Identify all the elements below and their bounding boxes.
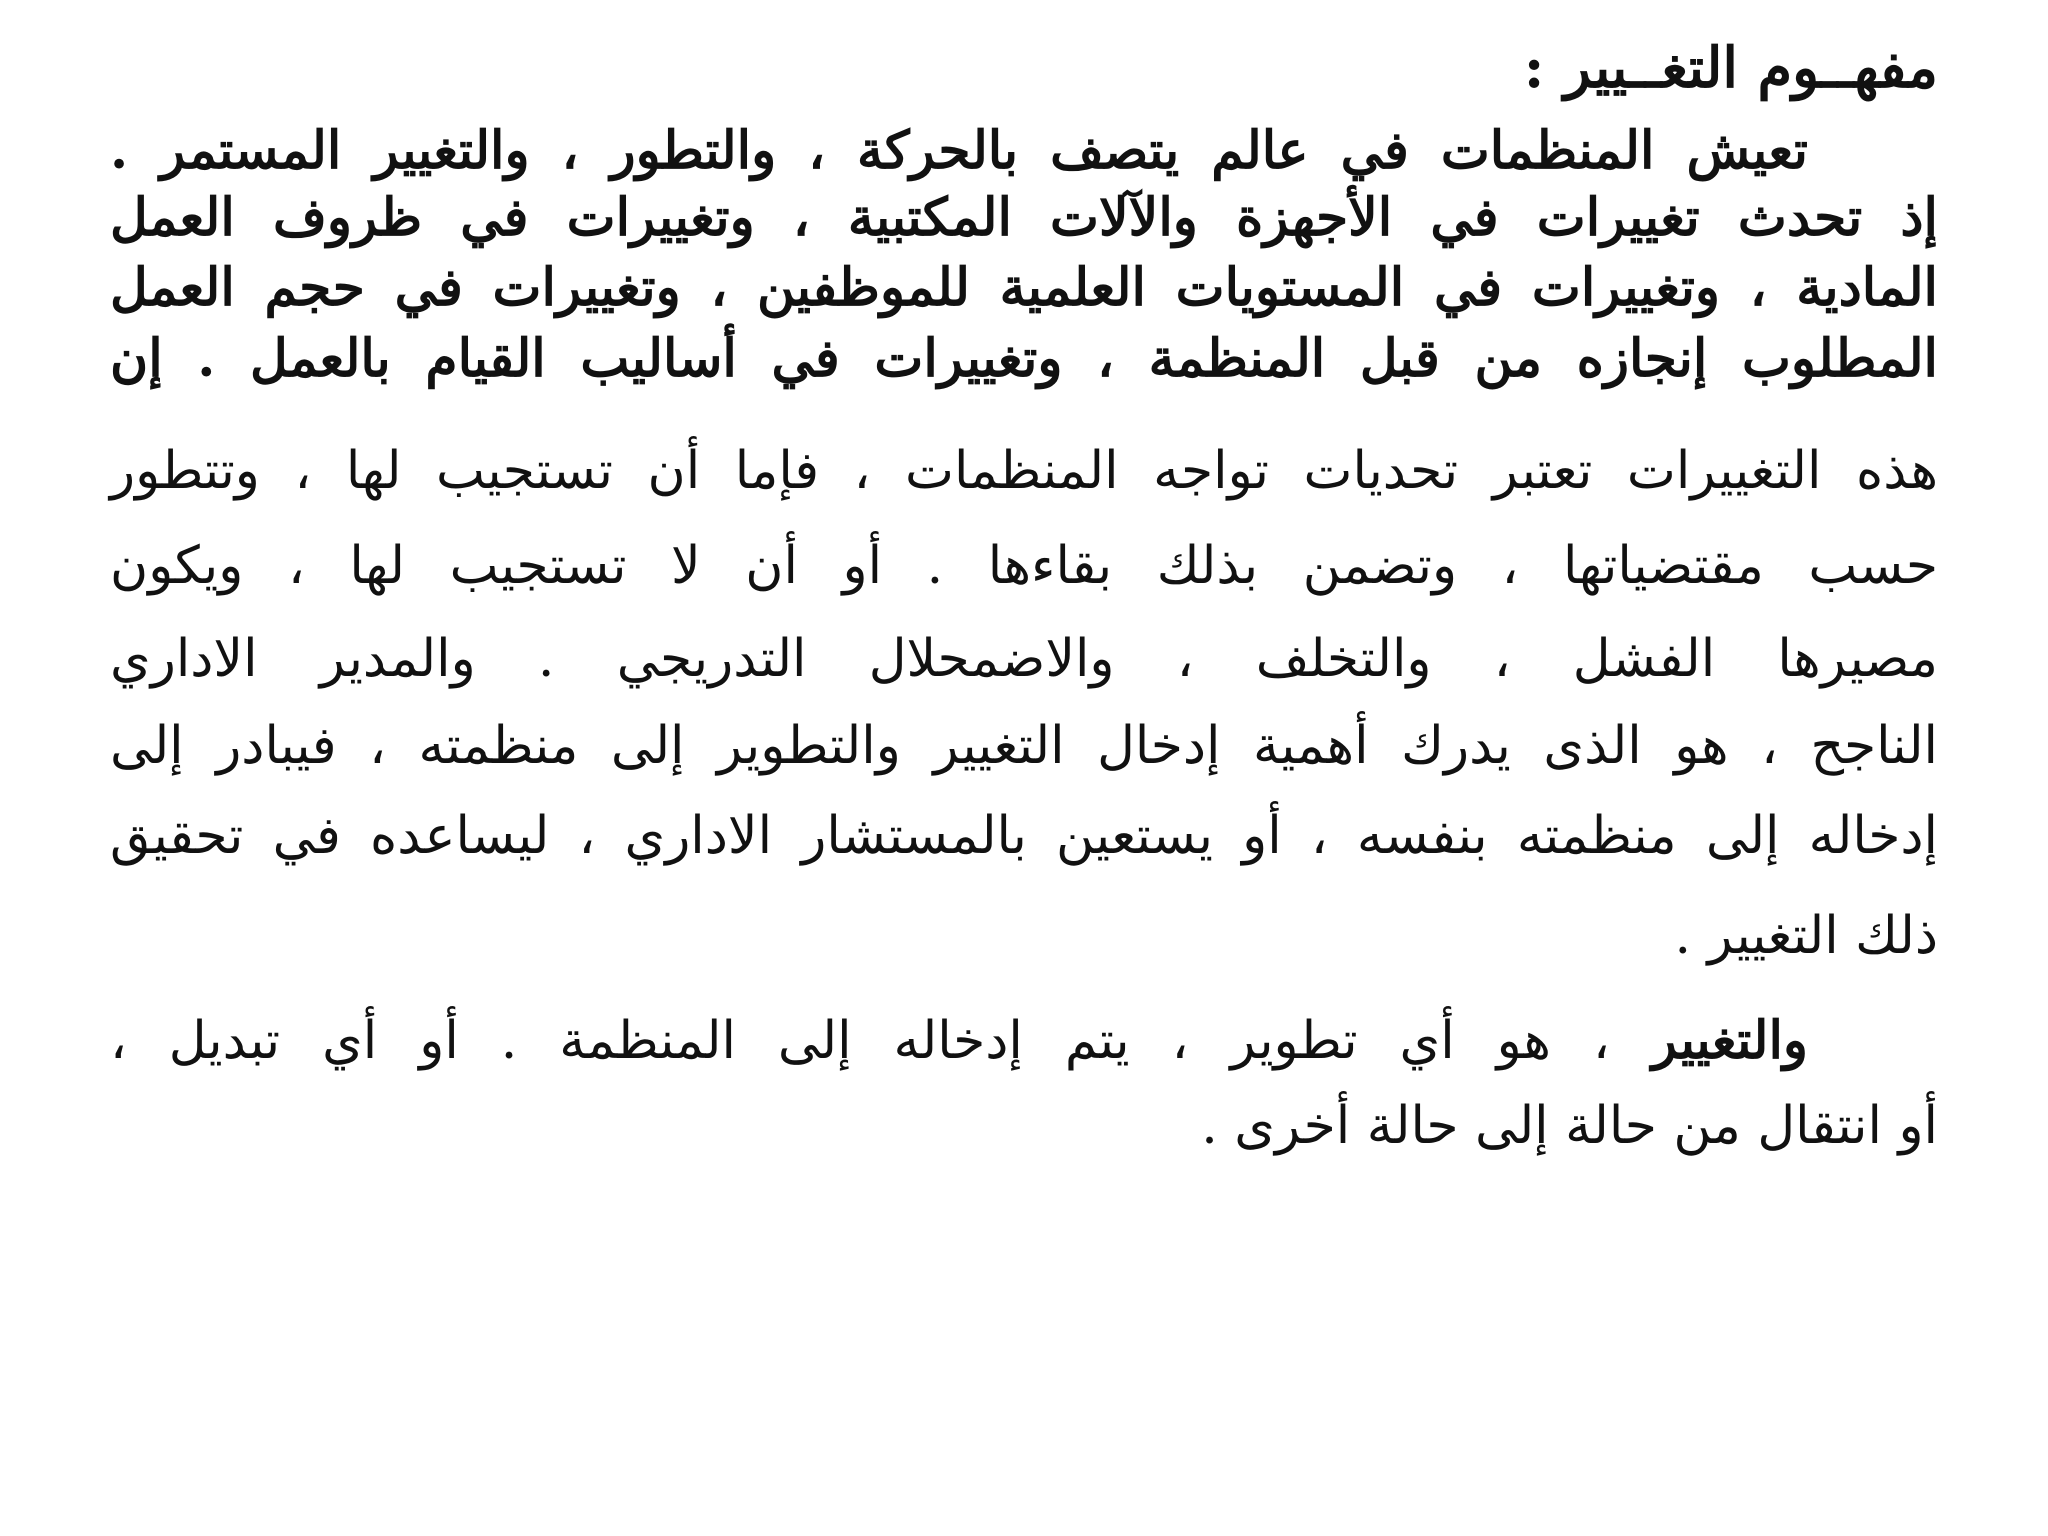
paragraph1-line-3: المادية ، وتغييرات في المستويات العلمية للموظفين ، وتغييرات في حجم العمل — [110, 257, 1938, 318]
paragraph2-line-5: إدخاله إلى منظمته بنفسه ، أو يستعين بالمستشار الاداري ، ليساعده في تحقيق — [110, 806, 1938, 866]
section-heading: مفهــوم التغــيير : — [1523, 35, 1938, 101]
paragraph3-line-1-rest: ، هو أي تطوير ، يتم إدخاله إلى المنظمة . أو أي تبديل ، — [110, 1011, 1610, 1071]
paragraph2-line-2: حسب مقتضياتها ، وتضمن بذلك بقاءها . أو أن لا تستجيب لها ، ويكون — [110, 536, 1938, 596]
paragraph2-line-4: الناجح ، هو الذى يدرك أهمية إدخال التغيير والتطوير إلى منظمته ، فيبادر إلى — [110, 716, 1938, 776]
paragraph1-line-4: المطلوب إنجازه من قبل المنظمة ، وتغييرات في أساليب القيام بالعمل . إن — [110, 328, 1938, 389]
paragraph2-line-6: ذلك التغيير . — [1674, 906, 1938, 966]
paragraph1-line-1: تعيش المنظمات في عالم يتصف بالحركة ، والتطور ، والتغيير المستمر . — [110, 120, 1808, 181]
paragraph2-line-3: مصيرها الفشل ، والتخلف ، والاضمحلال التدريجي . والمدير الاداري — [110, 629, 1938, 689]
paragraph3-line-1 — [110, 1010, 1809, 1071]
paragraph1-line-2: إذ تحدث تغييرات في الأجهزة والآلات المكتبية ، وتغييرات في ظروف العمل — [110, 187, 1938, 248]
paragraph2-line-1: هذه التغييرات تعتبر تحديات تواجه المنظمات ، فإما أن تستجيب لها ، وتتطور — [110, 441, 1938, 501]
paragraph3-line-2: أو انتقال من حالة إلى حالة أخرى . — [1201, 1096, 1938, 1156]
paragraph3-lead-word: والتغيير — [1651, 1010, 1809, 1071]
